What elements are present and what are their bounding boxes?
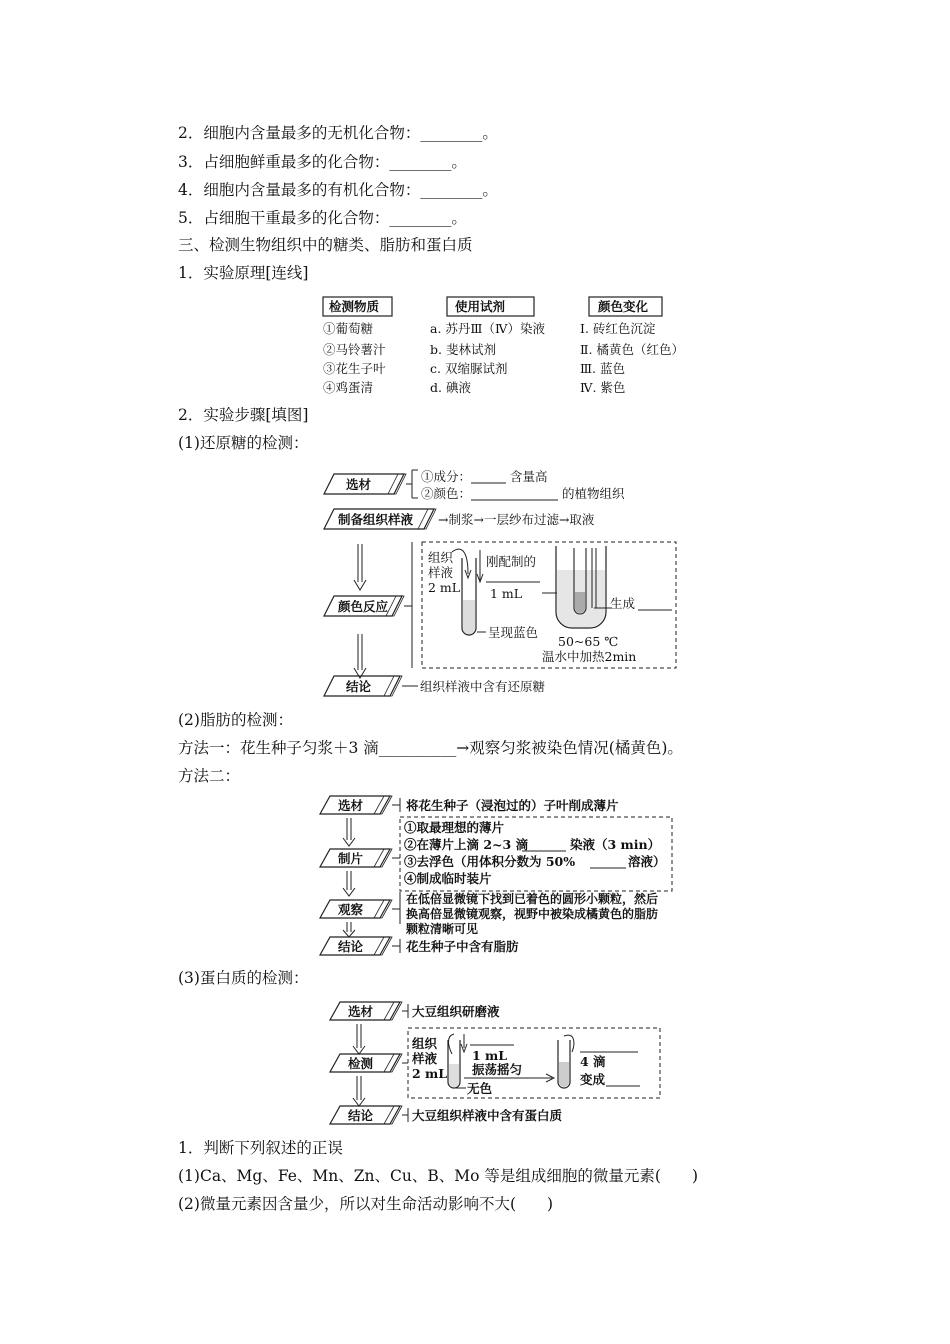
sugar-sample-2: 样液: [428, 565, 454, 580]
fat-make-step-2: ②在薄片上滴 2~3 滴: [404, 837, 529, 852]
protein-sample-1: 组织: [412, 1036, 438, 1051]
col2-item: b. 斐林试剂: [430, 342, 496, 357]
fat-observe-line-2: 换高倍显微镜观察，视野中被染成橘黄色的脂肪: [406, 907, 659, 921]
sugar-generate: 生成: [610, 596, 636, 611]
protein-diagram: [328, 998, 668, 1130]
fat-observe-label: 观察: [338, 902, 364, 917]
col1-item: ①葡萄糖: [323, 321, 374, 336]
question-5: 5．占细胞干重最多的化合物：________。: [178, 209, 467, 227]
sugar-blue-label: 呈现蓝色: [488, 625, 539, 640]
fat-conclusion-label: 结论: [338, 939, 364, 954]
fat-select-label: 选材: [338, 798, 364, 813]
question-4: 4．细胞内含量最多的有机化合物：________。: [178, 181, 498, 199]
sugar-volume: 1 mL: [490, 586, 523, 601]
protein-conclusion-desc: 大豆组织样液中含有蛋白质: [412, 1108, 563, 1123]
col2-item: c. 双缩脲试剂: [430, 361, 508, 376]
fat-heading: (2)脂肪的检测：: [178, 711, 293, 729]
sugar-component-tail: 含量高: [510, 469, 548, 484]
fat-make-step-4: ④制成临时装片: [404, 871, 492, 886]
col3-item: Ⅰ. 砖红色沉淀: [580, 321, 656, 336]
sugar-heating: 温水中加热2min: [542, 649, 637, 664]
fat-conclusion-desc: 花生种子中含有脂肪: [406, 939, 519, 954]
sugar-fresh-reagent: 刚配制的: [486, 554, 537, 569]
sugar-select-label: 选材: [346, 477, 372, 492]
fat-diagram: [318, 792, 683, 960]
col3-item: Ⅱ. 橘黄色（红色）: [580, 342, 684, 357]
sugar-conclusion-label: 结论: [346, 679, 372, 694]
protein-select-desc: 大豆组织研磨液: [412, 1004, 500, 1019]
fat-method-2: 方法二：: [178, 767, 241, 785]
sugar-heading: (1)还原糖的检测：: [178, 434, 309, 452]
protein-volume: 1 mL: [472, 1048, 508, 1063]
protein-change: 变成: [580, 1072, 606, 1087]
protein-shake: 振荡摇匀: [472, 1062, 523, 1077]
protein-drops: 4 滴: [580, 1054, 606, 1069]
protein-sample-3: 2 mL: [412, 1066, 448, 1081]
sugar-color-tail: 的植物组织: [562, 486, 625, 501]
sugar-prep-desc: →制浆→一层纱布过滤→取液: [438, 512, 595, 527]
fat-method-1: 方法一：花生种子匀浆＋3 滴__________→观察匀浆被染色情况(橘黄色)。: [178, 739, 683, 757]
sugar-component: ①成分：: [421, 469, 472, 484]
fat-make-step-3-tail: 溶液）: [628, 854, 666, 869]
protein-sample-2: 样液: [412, 1051, 438, 1066]
fat-make-label: 制片: [338, 851, 364, 866]
judge-heading: 1．判断下列叙述的正误: [178, 1139, 343, 1157]
protein-detect-label: 检测: [348, 1056, 374, 1071]
fat-observe-line-1: 在低倍显微镜下找到已着色的圆形小颗粒，然后: [406, 892, 659, 906]
sugar-color: ②颜色：: [421, 486, 472, 501]
col1-item: ②马铃薯汁: [323, 342, 386, 357]
principle-table: [318, 292, 688, 400]
fat-observe-line-3: 颗粒清晰可见: [406, 922, 479, 936]
col2-item: d. 碘液: [430, 380, 471, 395]
sugar-prep-label: 制备组织样液: [338, 512, 414, 527]
col1-item: ③花生子叶: [323, 361, 386, 376]
protein-colorless: 无色: [467, 1081, 493, 1096]
judge-item-2: (2)微量元素因含量少，所以对生命活动影响不大( ): [178, 1195, 554, 1213]
sugar-react-label: 颜色反应: [338, 599, 389, 614]
question-2: 2．细胞内含量最多的无机化合物：________。: [178, 124, 498, 142]
judge-item-1: (1)Ca、Mg、Fe、Mn、Zn、Cu、B、Mo 等是组成细胞的微量元素( ): [178, 1167, 698, 1185]
col3-item: Ⅳ. 紫色: [580, 380, 626, 395]
col1-item: ④鸡蛋清: [323, 380, 374, 395]
section-3-title: 三、检测生物组织中的糖类、脂肪和蛋白质: [178, 236, 473, 254]
sugar-sample-1: 组织: [428, 550, 454, 565]
steps-heading: 2．实验步骤[填图]: [178, 406, 309, 424]
col3-item: Ⅲ. 蓝色: [580, 361, 626, 376]
sugar-temperature: 50~65 ℃: [558, 634, 619, 649]
protein-heading: (3)蛋白质的检测：: [178, 969, 309, 987]
fat-make-step-3: ③去浮色（用体积分数为 50%: [404, 854, 576, 869]
sugar-sample-3: 2 mL: [428, 580, 461, 595]
protein-conclusion-label: 结论: [348, 1108, 374, 1123]
protein-select-label: 选材: [348, 1004, 374, 1019]
col3-header: 颜色变化: [598, 299, 649, 314]
fat-make-step-1: ①取最理想的薄片: [404, 820, 505, 835]
sugar-conclusion-desc: 组织样液中含有还原糖: [420, 679, 546, 694]
fat-select-desc: 将花生种子（浸泡过的）子叶削成薄片: [406, 798, 619, 813]
reducing-sugar-diagram: [320, 462, 685, 702]
question-3: 3．占细胞鲜重最多的化合物：________。: [178, 153, 467, 171]
col2-header: 使用试剂: [455, 299, 506, 314]
principle-heading: 1．实验原理[连线]: [178, 264, 309, 282]
fat-make-step-2-tail: 染液（3 min）: [570, 837, 661, 852]
col2-item: a. 苏丹Ⅲ（Ⅳ）染液: [430, 321, 545, 336]
col1-header: 检测物质: [329, 299, 380, 314]
